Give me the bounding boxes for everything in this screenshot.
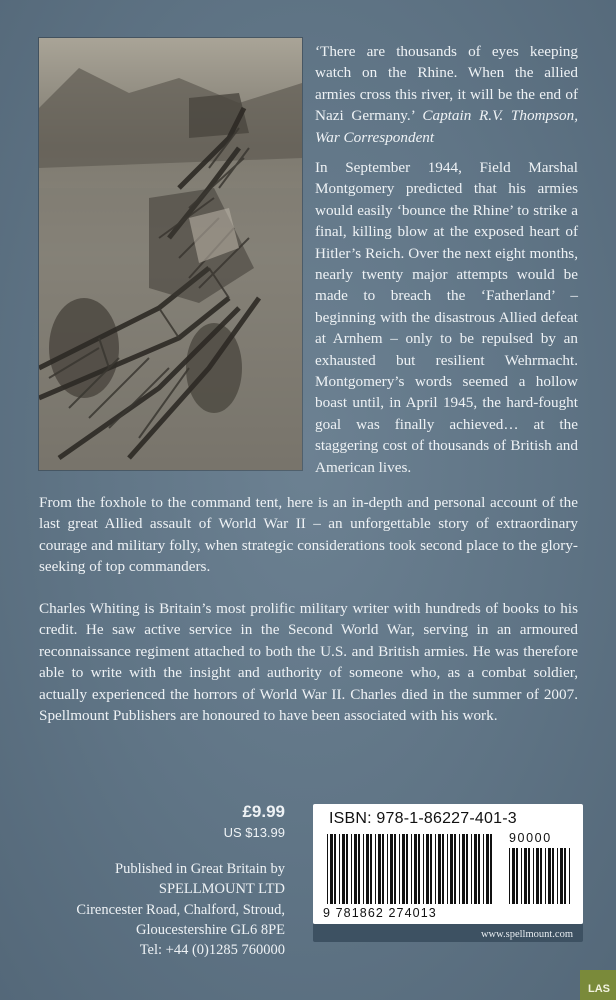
publisher-line-3: Cirencester Road, Chalford, Stroud, bbox=[76, 901, 285, 918]
price-block bbox=[224, 802, 285, 842]
price-gbp: £9.99 bbox=[242, 802, 285, 821]
barcode-main-bar bbox=[486, 834, 489, 904]
synopsis-paragraph: In September 1944, Field Marshal Montgomery predicted that his armies would easily ‘bounce the Rhine’ to strike a final, killing blow at the exposed heart of Hitler’s Reich. Over the next eight months, nearly twenty major attempts would be made to breach the ‘Fatherland’ – beginning with the disastrous Allied defeat at Arnhem – only to be repulsed by an exhausted but resilient Wehrmacht. Montgomery’s words seemed a hollow boast until, in April 1945, the hard-fought goal was finally achieved… at the staggering cost of thousands of British and American lives. bbox=[315, 159, 578, 476]
barcode-main-bar bbox=[342, 834, 345, 904]
barcode-main-bar bbox=[334, 834, 336, 904]
barcode-main-bar bbox=[430, 834, 432, 904]
barcode-addon-bar bbox=[557, 848, 558, 904]
quote-attribution: Captain R.V. Thompson, War Correspondent bbox=[315, 107, 579, 146]
barcode-main-bar bbox=[474, 834, 477, 904]
barcode-main-bar bbox=[390, 834, 393, 904]
corner-tag-text: LAS bbox=[588, 983, 610, 995]
barcode-main-bar bbox=[466, 834, 468, 904]
barcode-main-bar bbox=[402, 834, 405, 904]
barcode-addon-bar bbox=[560, 848, 563, 904]
barcode-addon-bar bbox=[524, 848, 527, 904]
barcode-digits: 9 781862 274013 bbox=[323, 906, 437, 920]
barcode-main-bar bbox=[483, 834, 484, 904]
barcode-addon-bar bbox=[521, 848, 522, 904]
publisher-line-4: Gloucestershire GL6 8PE bbox=[136, 921, 285, 938]
website-url: www.spellmount.com bbox=[480, 929, 573, 940]
barcode-main-bar bbox=[471, 834, 472, 904]
barcode-main-bar bbox=[399, 834, 400, 904]
barcode-addon-bar bbox=[516, 848, 518, 904]
corner-tag bbox=[580, 970, 616, 1000]
barcode-main-bar bbox=[394, 834, 396, 904]
barcode-addon-bar bbox=[512, 848, 515, 904]
quote-text: ‘There are thousands of eyes keeping watch on the Rhine. When the allied armies cross this river, it will be the end of Nazi Germany.’ bbox=[315, 43, 578, 125]
barcode-main-bar bbox=[462, 834, 465, 904]
barcode-main-bar bbox=[366, 834, 369, 904]
barcode-main-bar bbox=[378, 834, 381, 904]
isbn-label: ISBN: 978-1-86227-401-3 bbox=[329, 810, 517, 827]
barcode-main-bar bbox=[375, 834, 376, 904]
author-bio-paragraph: Charles Whiting is Britain’s most prolific military writer with hundreds of books to his credit. He saw active service in the Second World War, serving in an armoured reconnaissance regiment attached to both the U.S. and British armies. He was therefore able to write with the insight and authority of someone who, as a combat soldier, actually experienced the horrors of World War II. Charles died in the summer of 2007. Spellmount Publishers are honoured to have been associated with his work. bbox=[39, 600, 578, 725]
barcode-main-bar bbox=[478, 834, 480, 904]
barcode-main-bar bbox=[442, 834, 444, 904]
barcode-main-bar bbox=[454, 834, 456, 904]
barcode-addon-bar bbox=[548, 848, 551, 904]
summary-paragraph: From the foxhole to the command tent, here is an in-depth and personal account of the last great Allied assault of World War II – an unforgettable story of extraordinary courage and military folly, when strategic considerations took second place to the glory-seeking of top commanders. bbox=[39, 494, 578, 576]
barcode-main-bar bbox=[418, 834, 420, 904]
barcode-main-bar bbox=[354, 834, 357, 904]
barcode-main-bar bbox=[426, 834, 429, 904]
barcode-main-bar bbox=[406, 834, 408, 904]
barcode-main-bar bbox=[411, 834, 412, 904]
barcode-main-bar bbox=[346, 834, 348, 904]
barcode-addon-bar bbox=[533, 848, 534, 904]
barcode-addon-bar bbox=[545, 848, 546, 904]
price-usd: US $13.99 bbox=[223, 825, 285, 840]
publisher-address bbox=[76, 859, 285, 960]
publisher-line-5: Tel: +44 (0)1285 760000 bbox=[139, 942, 285, 959]
website-strip bbox=[313, 924, 583, 942]
barcode-addon-bar bbox=[528, 848, 530, 904]
barcode-addon-bar bbox=[564, 848, 566, 904]
barcode-main-bar bbox=[423, 834, 424, 904]
barcode-main-bar bbox=[387, 834, 388, 904]
barcode-addon-bar bbox=[509, 848, 510, 904]
barcode-addon-bar bbox=[540, 848, 542, 904]
publisher-line-1: Published in Great Britain by bbox=[115, 861, 285, 877]
barcode-main-bar bbox=[450, 834, 453, 904]
barcode-main-bar bbox=[370, 834, 372, 904]
barcode-panel bbox=[313, 804, 583, 924]
barcode-main-bar bbox=[414, 834, 417, 904]
barcode-main-bar bbox=[339, 834, 340, 904]
bridge-ruins-illustration bbox=[39, 38, 302, 470]
barcode-main-bar bbox=[459, 834, 460, 904]
barcode-main-bar bbox=[435, 834, 436, 904]
barcode-main-bar bbox=[330, 834, 333, 904]
barcode-main-bar bbox=[358, 834, 360, 904]
epigraph-quote bbox=[315, 41, 578, 148]
barcode-main-bar bbox=[327, 834, 328, 904]
barcode-addon-bar bbox=[536, 848, 539, 904]
publisher-line-2: SPELLMOUNT LTD bbox=[158, 881, 285, 898]
cover-photo-collapsed-bridge bbox=[39, 38, 302, 470]
barcode-main-bar bbox=[382, 834, 384, 904]
barcode-addon-bar bbox=[569, 848, 570, 904]
barcode-main-bar bbox=[351, 834, 352, 904]
barcode-main-bar bbox=[490, 834, 492, 904]
barcode-addon-digits: 90000 bbox=[509, 831, 552, 845]
barcode-main-bar bbox=[447, 834, 448, 904]
barcode-main-bar bbox=[363, 834, 364, 904]
barcode-main-bar bbox=[438, 834, 441, 904]
barcode-addon-bar bbox=[552, 848, 554, 904]
